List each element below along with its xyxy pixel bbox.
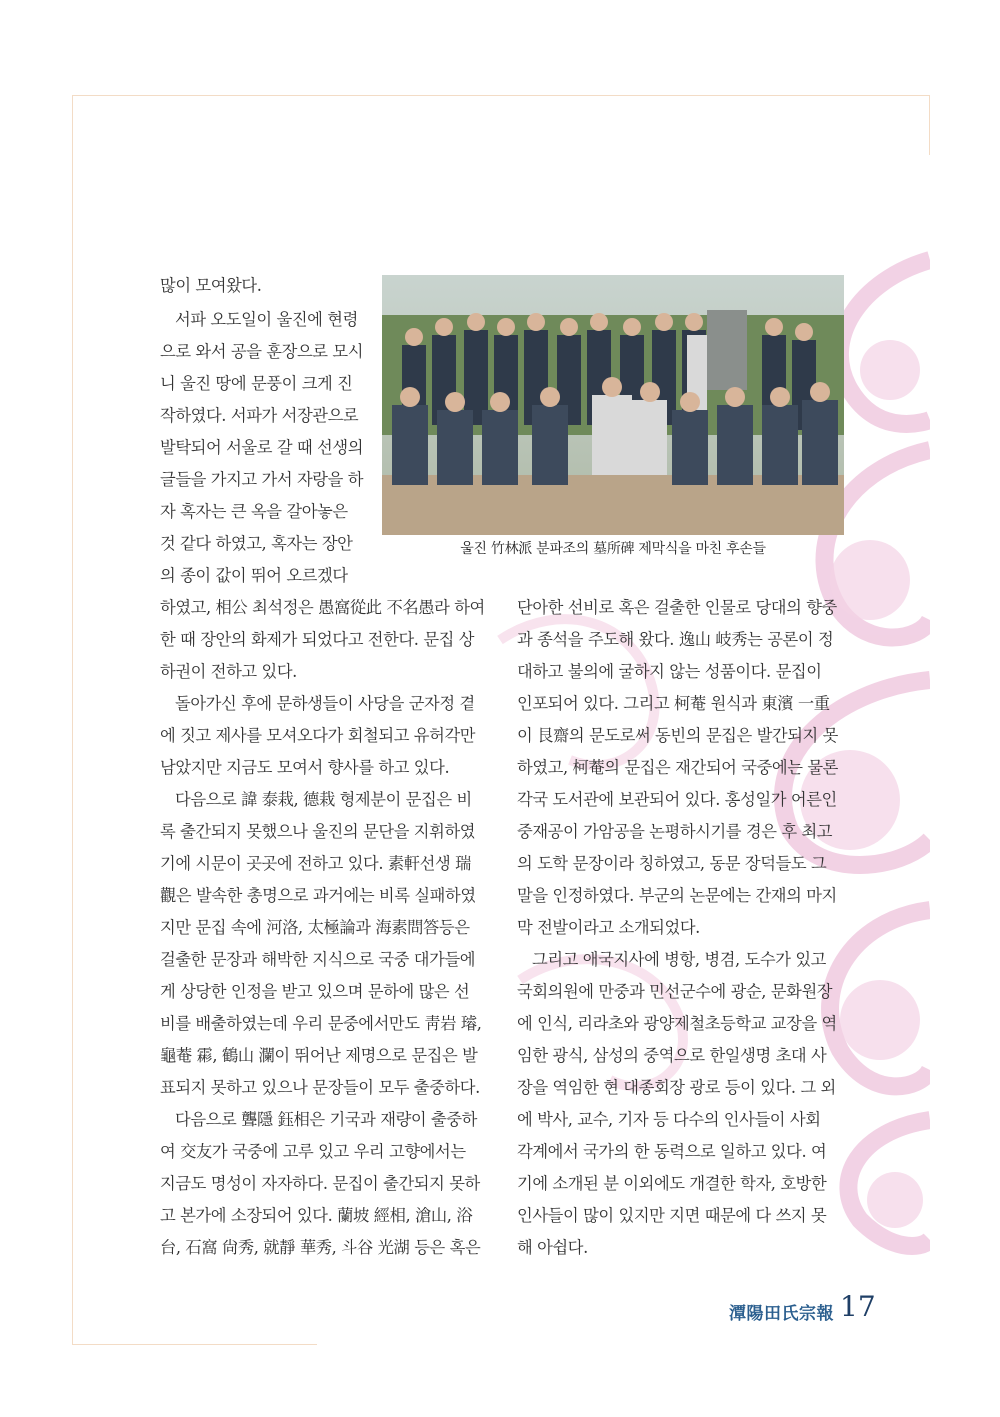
- text-line: 남았지만 지금도 모여서 향사를 하고 있다.: [160, 758, 450, 777]
- text-line: 인포되어 있다. 그리고 柯菴 원식과 東濱 一重: [517, 694, 830, 713]
- text-line: 걸출한 문장과 해박한 지식으로 국중 대가들에: [160, 950, 476, 969]
- text-line: 觀은 발속한 총명으로 과거에는 비록 실패하였: [160, 886, 476, 905]
- text-line: 중재공이 가암공을 논평하시기를 경은 후 최고: [517, 822, 833, 841]
- page-number: 17: [840, 1290, 876, 1323]
- photo-caption: 울진 竹林派 분파조의 墓所碑 제막식을 마친 후손들: [460, 541, 766, 557]
- text-line: 대하고 불의에 굴하지 않는 성품이다. 문집이: [517, 662, 822, 681]
- text-line: 다음으로 諱 泰栽, 德栽 형제분이 문집은 비: [175, 790, 472, 809]
- text-line: 龜菴 霦, 鶴山 瀾이 뛰어난 제명으로 문집은 발: [160, 1046, 478, 1065]
- text-line: 니 울진 땅에 문풍이 크게 진: [160, 374, 353, 393]
- text-line: 단아한 선비로 혹은 걸출한 인물로 당대의 향중: [517, 598, 837, 617]
- text-line: 한 때 장안의 화제가 되었다고 전한다. 문집 상: [160, 630, 475, 649]
- text-line: 하였고, 相公 최석정은 愚窩從此 不名愚라 하여: [160, 598, 485, 617]
- text-line: 글들을 가지고 가서 자랑을 하: [160, 470, 364, 489]
- text-line: 그리고 애국지사에 병항, 병겸, 도수가 있고: [532, 950, 827, 969]
- frame-bottom-line: [72, 1344, 317, 1345]
- text-line: 서파 오도일이 울진에 현령: [175, 310, 358, 329]
- text-line: 에 짓고 제사를 모셔오다가 회철되고 유허각만: [160, 726, 476, 745]
- text-line: 비를 배출하였는데 우리 문중에서만도 靑岩 璿,: [160, 1014, 482, 1033]
- text-line: 기에 소개된 분 이외에도 개결한 학자, 호방한: [517, 1174, 827, 1193]
- text-line: 해 아쉽다.: [517, 1238, 588, 1257]
- text-line: 국회의원에 만중과 민선군수에 광순, 문화원장: [517, 982, 833, 1001]
- text-line: 으로 와서 공을 훈장으로 모시: [160, 342, 364, 361]
- text-line: 록 출간되지 못했으나 울진의 문단을 지휘하였: [160, 822, 476, 841]
- text-line: 지금도 명성이 자자하다. 문집이 출간되지 못하: [160, 1174, 480, 1193]
- text-line: 임한 광식, 삼성의 중역으로 한일생명 초대 사: [517, 1046, 827, 1065]
- text-line: 인사들이 많이 있지만 지면 때문에 다 쓰지 못: [517, 1206, 827, 1225]
- text-line: 고 본가에 소장되어 있다. 蘭坡 經相, 滄山, 浴: [160, 1206, 473, 1225]
- text-line: 많이 모여왔다.: [160, 276, 262, 295]
- text-line: 작하였다. 서파가 서장관으로: [160, 406, 359, 425]
- text-line: 것 같다 하였고, 혹자는 장안: [160, 534, 353, 553]
- frame-left-line: [72, 95, 73, 1345]
- text-line: 의 종이 값이 뛰어 오르겠다: [160, 566, 348, 585]
- text-line: 표되지 못하고 있으나 문장들이 모두 출중하다.: [160, 1078, 480, 1097]
- text-line: 台, 石窩 尙秀, 就靜 華秀, 斗谷 光湖 등은 혹은: [160, 1238, 481, 1257]
- text-line: 돌아가신 후에 문하생들이 사당을 군자정 곁: [175, 694, 475, 713]
- text-line: 하였고, 柯菴의 문집은 재간되어 국중에는 물론: [517, 758, 838, 777]
- text-line: 다음으로 聾隱 鈺相은 기국과 재량이 출중하: [175, 1110, 477, 1129]
- text-line: 여 交友가 국중에 고루 있고 우리 고향에서는: [160, 1142, 466, 1161]
- frame-right-line: [929, 95, 930, 155]
- text-line: 발탁되어 서울로 갈 때 선생의: [160, 438, 364, 457]
- text-line: 지만 문집 속에 河洛, 太極論과 海素問答등은: [160, 918, 470, 937]
- text-line: 하권이 전하고 있다.: [160, 662, 297, 681]
- text-line: 게 상당한 인정을 받고 있으며 문하에 많은 선: [160, 982, 470, 1001]
- text-line: 기에 시문이 곳곳에 전하고 있다. 素軒선생 瑞: [160, 854, 471, 873]
- group-photo: [382, 275, 844, 535]
- text-line: 말을 인정하였다. 부군의 논문에는 간재의 마지: [517, 886, 837, 905]
- text-line: 각국 도서관에 보관되어 있다. 홍성일가 어른인: [517, 790, 837, 809]
- text-line: 의 도학 문장이라 칭하였고, 동문 장덕들도 그: [517, 854, 827, 873]
- text-line: 자 혹자는 큰 옥을 갈아놓은: [160, 502, 348, 521]
- text-line: 막 전발이라고 소개되었다.: [517, 918, 700, 937]
- text-line: 이 艮齋의 문도로써 동빈의 문집은 발간되지 못: [517, 726, 838, 745]
- publication-title: 潭陽田氏宗報: [729, 1304, 834, 1324]
- text-line: 에 박사, 교수, 기자 등 다수의 인사들이 사회: [517, 1110, 821, 1129]
- text-line: 에 인식, 리라초와 광양제철초등학교 교장을 역: [517, 1014, 837, 1033]
- frame-top-line: [72, 95, 930, 96]
- text-line: 각계에서 국가의 한 동력으로 일하고 있다. 여: [517, 1142, 827, 1161]
- text-line: 과 종석을 주도해 왔다. 逸山 岐秀는 공론이 정: [517, 630, 834, 649]
- text-line: 장을 역임한 현 대종회장 광로 등이 있다. 그 외: [517, 1078, 836, 1097]
